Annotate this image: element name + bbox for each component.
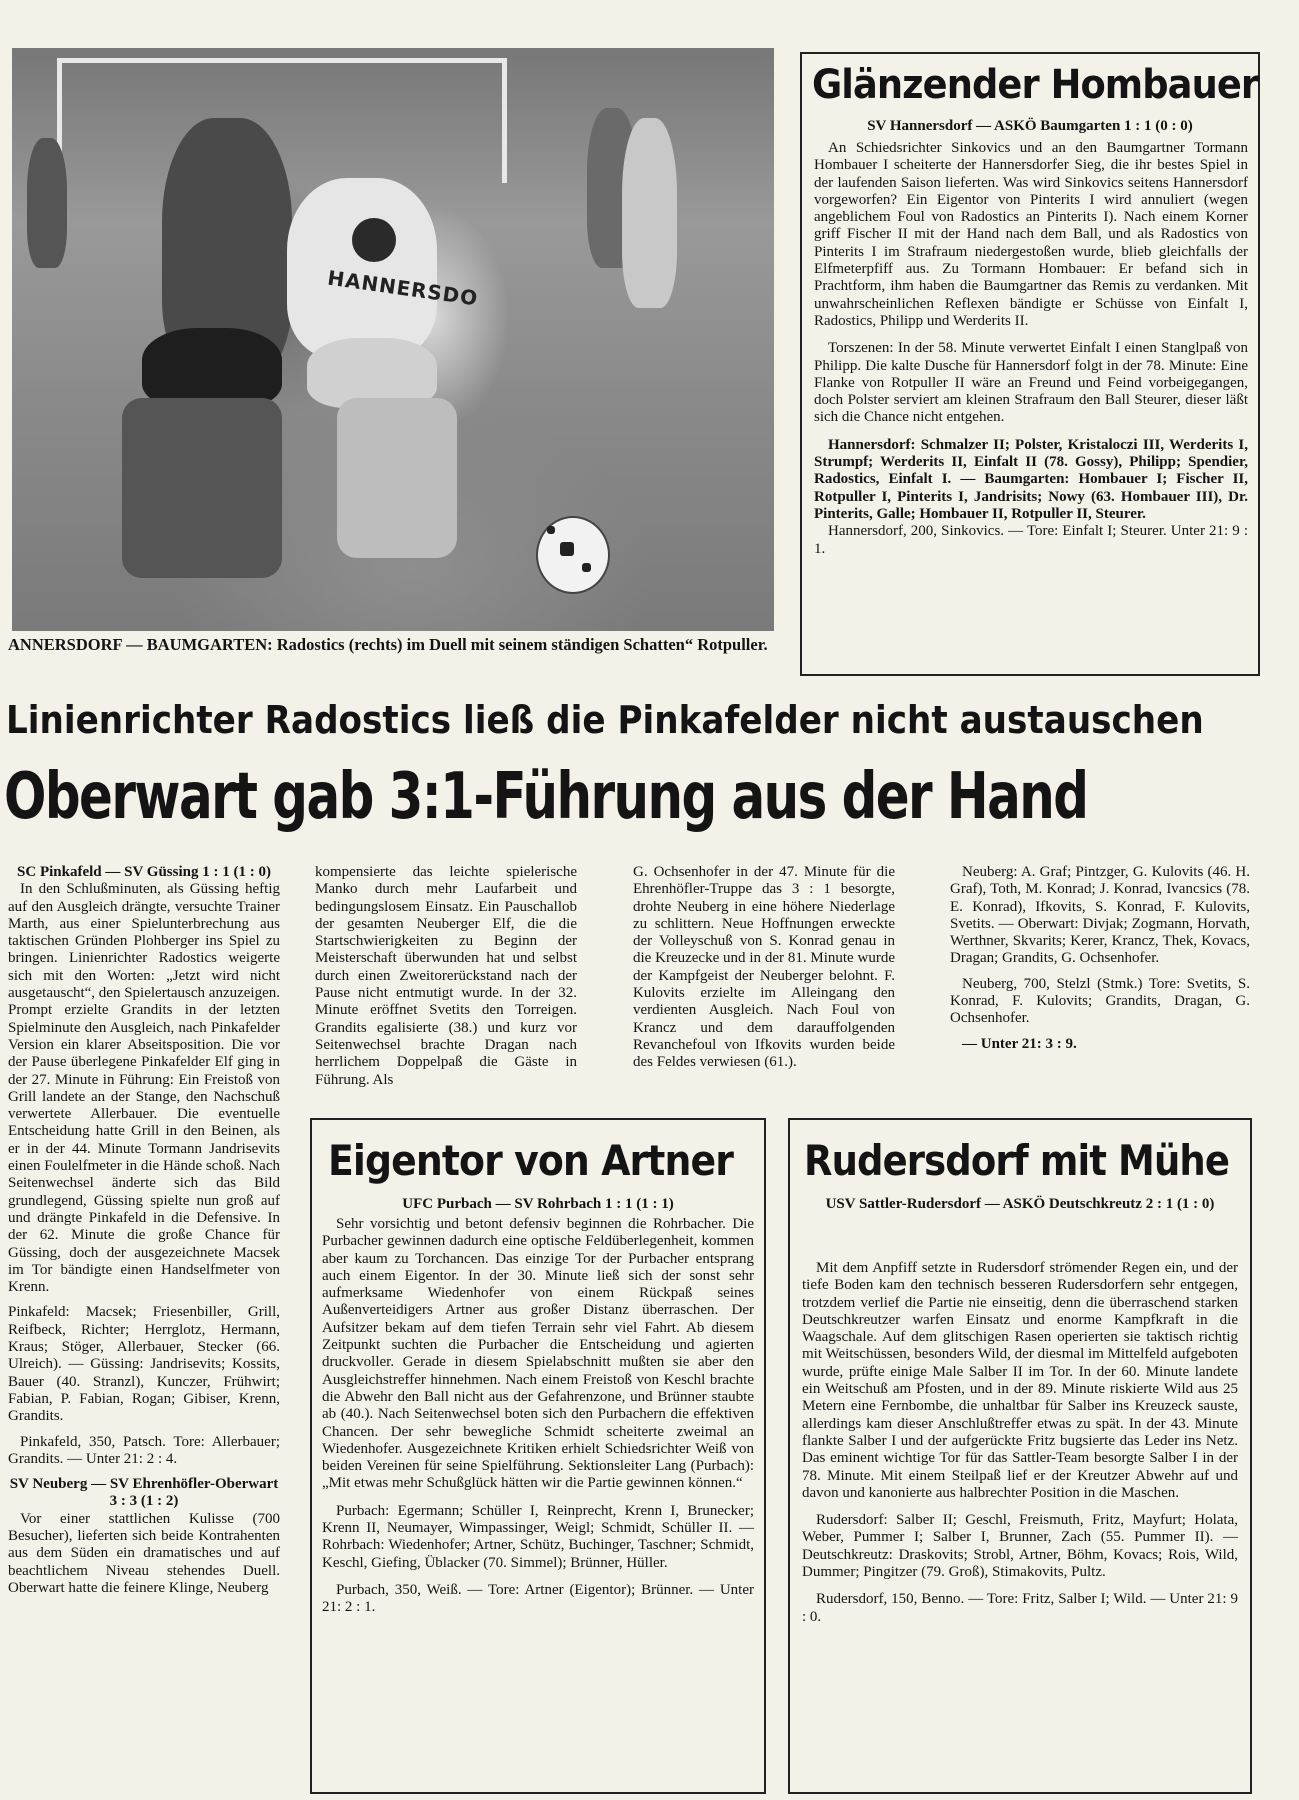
match-facts: Pinkafeld, 350, Patsch. Tore: Allerbauer; Grandits. — Unter 21: 2 : 4.: [8, 1433, 280, 1467]
article-body: [814, 140, 1248, 558]
ball-patch: [582, 563, 591, 572]
photo-caption: ANNERSDORF — BAUMGARTEN: Radostics (rechts) im Duell mit seinem ständigen Schatten“ Rotpuller.: [8, 635, 768, 654]
paragraph: Mit dem Anpfiff setzte in Rudersdorf strömender Regen ein, und der tiefe Boden kam den technisch besseren Rudersdorfern sehr entgegen, trotzdem verlief die Partie nie einseitig, denn die überraschend starken Deutschkreutzer warfen Einsatz und enorme Kampfkraft in die Waagschale. Auf dem glitschigen Rasen operierten sie taktisch richtig mit Weitschüssen, besonders Wild, der diesmal im Mittelfeld aufgeboten wurde, prüfte einige Male Salber II im Tor. In der 60. Minute landete ein Weitschuß am Pfosten, und in der 89. Minute riskierte Wild aus 25 Metern eine Fernbombe, die unhaltbar für Salber ins Kreuzeck sauste, allerdings kam dieser Anschlußtreffer etwas zu spät. In der 43. Minute flankte Salber I und der aufgerückte Fritz bugsierte das Leder ins Netz. Das eminent wichtige Tor für das Sattler-Team besorgte Salber I in der 78. Minute. Mit einem Steilpaß lief er der Kreutzer Abwehr auf und davon und kanonierte aus halbrechter Position in die Maschen.: [802, 1260, 1238, 1501]
paragraph: An Schiedsrichter Sinkovics und an den Baumgartner Tormann Hombauer I scheiterte der Hannersdorfer Sieg, die ihr bestes Spiel in der laufenden Saison lieferten. Was wird Sinkovics seitens Hannersdorf vorgeworfen? Ein Eigentor von Pinterits I wird annuliert (wegen angeblichem Foul von Radostics an Pinterits I). Nach einem Korner griff Fischer II mit der Hand nach dem Ball, und als Radostics von Pinterits I im Strafraum niedergestoßen wurde, blieb gleichfalls der Elfmeterpfiff aus. Zu Tormann Hombauer: Er befand sich in Prachtform, ihm haben die Baumgartner das Remis zu verdanken. Mit unwahrscheinlichen Reflexen bändigte er Schüsse von Einfalt I, Radostics, Philipp und Werderits II.: [814, 140, 1248, 329]
match-facts: Rudersdorf, 150, Benno. — Tore: Fritz, Salber I; Wild. — Unter 21: 9 : 0.: [802, 1591, 1238, 1625]
player-left-shorts: [142, 328, 282, 408]
match-photo: [12, 48, 774, 631]
paragraph: Sehr vorsichtig und betont defensiv beginnen die Rohrbacher. Die Purbacher gewinnen dadurch eine optische Feldüberlegenheit, kommen aber kaum zu Torchancen. Das einzige Tor der Purbacher entsprang auch einem Eigentor. In der 30. Minute ließ sich der sonst sehr aufmerksame Wiedenhofer von einem Rückpaß seines Außenverteidigers Artner aus großer Distanz überraschen. Der Aufsitzer bekam auf dem tiefen Terrain sehr viel Fahrt. Ab diesem Zeitpunkt suchten die Purbacher die Entscheidung und agierten druckvoller. Gerade in diesem Spielabschnitt mußten sie aber den Ausgleichstreffer hinnehmen. Nach einem Freistoß von Keschl brachte die Abwehr den Ball nicht aus der Gefahrenzone, und Brünner staubte ab (40.). Nach Seitenwechsel boten sich den Purbachern die effektiven Chancen. Der sehr bewegliche Schmidt scheiterte zweimal an Wiedenhofer. Ausgezeichnete Kritiken erhielt Schiedsrichter Weiß von beiden Vereinen für seine Spielführung. Sektionsleiter Lang (Purbach): „Mit etwas mehr Schußglück hätten wir die Partie gewinnen können.“: [322, 1216, 754, 1492]
lineup: Purbach: Egermann; Schüller I, Reinprecht, Krenn I, Brunecker; Krenn II, Neumayer, Wimpassinger, Weigl; Schmidt, Schüller II. — Rohrbach: Wiedenhofer; Artner, Schütz, Buchinger, Taschner; Schmidt, Keschl, Giefing, Üblacker (70. Simmel); Brünner, Hüller.: [322, 1502, 754, 1571]
article-box-hombauer: [800, 52, 1260, 676]
article-box-artner: [310, 1118, 766, 1794]
match-facts: Hannersdorf, 200, Sinkovics. — Tore: Einfalt I; Steurer. Unter 21: 9 : 1.: [814, 523, 1248, 557]
paragraph: Torszenen: In der 58. Minute verwertet Einfalt I einen Stanglpaß von Philipp. Die kalte Dusche für Hannersdorf folgt in der 78. Minute: Eine Flanke von Rotpuller II wäre an Freund und Feind vorbeigegangen, doch Polster serviert am kleinen Strafraum den Ball Steurer, dieser läßt sich die Chance nicht entgehen.: [814, 340, 1248, 426]
under21-score: — Unter 21: 3 : 9.: [962, 1035, 1077, 1052]
lineup: Pinkafeld: Macsek; Friesenbiller, Grill, Reifbeck, Richter; Herrglotz, Hermann, Kraus; Stöger, Allerbauer, Stecker (66. Ulreich). — Güssing: Jandrisevits; Kossits, Bauer (40. Stranzl), Kunczer, Frühwirt; Fabian, P. Fabian, Rogan; Gibiser, Krenn, Grandits.: [8, 1304, 280, 1425]
kicker-headline: Linienrichter Radostics ließ die Pinkafelder nicht austauschen: [6, 698, 1204, 742]
shirt-print: HANNERSDO: [326, 265, 480, 311]
article-body: [802, 1260, 1238, 1626]
article-box-rudersdorf: [788, 1118, 1252, 1794]
ball-patch: [547, 526, 555, 534]
match-line: SC Pinkafeld — SV Güssing 1 : 1 (1 : 0): [17, 864, 271, 880]
lineup: Neuberg: A. Graf; Pintzger, G. Kulovits (46. H. Graf), Toth, M. Konrad; J. Konrad, Ivancsics (78. E. Konrad), Ifkovits, S. Konrad, F. Kulovits, Svetits. — Oberwart: Divjak; Zogmann, Horvath, Werthner, Skvarits; Kerer, Krancz, Thek, Kovacs, Dragan; Grandits, G. Ochsenhofer.: [950, 864, 1250, 967]
column-4: [950, 864, 1250, 1104]
article-title: Glänzender Hombauer: [812, 62, 1259, 108]
player-right-legs: [337, 398, 457, 558]
paragraph: In den Schlußminuten, als Güssing heftig auf den Ausgleich drängte, versuchte Trainer Marth, aus einer Spielunterbrechung aus taktischen Gründen Plohberger ins Spiel zu bringen. Linienrichter Radostics weigerte sich mit den Worten: „Jetzt wird nicht ausgetauscht“, den Spielertausch anzuzeigen. Prompt erzielte Grandits in der letzten Spielminute den Ausgleich, nach Pinkafelder Version ein klarer Abseitsposition. Die vor der Pause überlegene Pinkafelder Elf ging in der 27. Minute in Führung: Ein Freistoß von Grill landete an der Stange, den Nachschuß verwertete Allerbauer. Die eventuelle Entscheidung hatte Grill in den Beinen, als er in der 44. Minute Tormann Jandrisevits einen Foulelfmeter in die Hände schoß. Nach Seitenwechsel änderte sich das Bild grundlegend, Güssing spielte nun groß auf und drängte Pinkafeld in die Defensive. In der 62. Minute die große Chance für Güssing, doch der ausgezeichnete Macsek im Tor bändigte einen Handselfmeter von Krenn.: [8, 881, 280, 1296]
column-3: [633, 864, 895, 1094]
paragraph: kompensierte das leichte spielerische Manko durch mehr Laufarbeit und bedingungslosem Einsatz. Ein Pauschallob der gesamten Neuberger Elf, die die Startschwierigkeiten zu Beginn der Meisterschaft überwunden hat und selbst durch einen Zweitorerückstand nach der Pause nicht entmutigt wurde. In der 32. Minute eröffnet Svetits den Torreigen. Grandits egalisierte (38.) und kurz vor Seitenwechsel brachte Dragan nach herrlichem Doppelpaß die Gäste in Führung. Als: [315, 864, 577, 1088]
lineup: Rudersdorf: Salber II; Geschl, Freismuth, Fritz, Mayfurt; Holata, Weber, Pummer I; Salber I, Brunner, Zach (55. Pummer II). — Deutschkreutz: Draskovits; Strobl, Artner, Böhm, Kovacs; Rois, Wild, Dummer; Pingitzer (79. Groß), Stimakovits, Pultz.: [802, 1512, 1238, 1581]
player-left-legs: [122, 398, 282, 578]
match-line: UFC Purbach — SV Rohrbach 1 : 1 (1 : 1): [402, 1196, 674, 1212]
paragraph: Vor einer stattlichen Kulisse (700 Besucher), lieferten sich beide Kontrahenten aus dem Süden ein dramatisches und auf beachtlichem Niveau stehendes Duell. Oberwart hatte die feinere Klinge, Neuberg: [8, 1510, 280, 1596]
match-line: SV Hannersdorf — ASKÖ Baumgarten 1 : 1 (0 : 0): [867, 118, 1193, 134]
player-right: [287, 178, 437, 358]
article-title: Rudersdorf mit Mühe: [804, 1136, 1230, 1185]
article-title: Eigentor von Artner: [328, 1136, 733, 1185]
match-facts: Neuberg, 700, Stelzl (Stmk.) Tore: Svetits, S. Konrad, F. Kulovits; Grandits, Dragan, G. Ochsenhofer.: [950, 975, 1250, 1027]
main-headline: Oberwart gab 3:1-Führung aus der Hand: [4, 760, 1088, 834]
ball-patch: [560, 542, 574, 556]
background-player-3: [27, 138, 67, 268]
match-line: USV Sattler-Rudersdorf — ASKÖ Deutschkreutz 2 : 1 (1 : 0): [825, 1196, 1215, 1212]
background-player-2: [622, 118, 677, 308]
article-body: [322, 1216, 754, 1617]
column-2: [315, 864, 577, 1094]
shirt-logo: [352, 218, 396, 262]
column-1: [8, 864, 280, 1800]
paragraph: G. Ochsenhofer in der 47. Minute für die Ehrenhöfler-Truppe das 3 : 1 besorgte, drohte Neuberg in eine höhere Niederlage zu schlittern. Neue Hoffnungen erweckte der Volleyschuß von S. Konrad genau in die Kreuzecke und in der 81. Minute wurde der Kampfgeist der Neuberger belohnt. F. Kulovits erzielte im Alleingang den verdienten Ausgleich. Nach Foul von Krancz und dem darauffolgenden Revanchefoul von Ifkovits wurden beide des Feldes verwiesen (61.).: [633, 864, 895, 1071]
match-facts: Purbach, 350, Weiß. — Tore: Artner (Eigentor); Brünner. — Unter 21: 2 : 1.: [322, 1581, 754, 1616]
lineup: Hannersdorf: Schmalzer II; Polster, Kristaloczi III, Werderits I, Strumpf; Werderits II, Einfalt II (78. Gossy), Philipp; Spendier, Radostics, Einfalt I. — Baumgarten: Hombauer I; Fischer II, Rotpuller I, Pinterits I, Jandrisits; Nowy (63. Hombauer III), Dr. Pinterits, Galle; Hombauer II, Rotpuller II, Steurer.: [814, 436, 1248, 522]
match-line: SV Neuberg — SV Ehrenhöfler-Oberwart 3 : 3 (1 : 2): [9, 1476, 279, 1510]
